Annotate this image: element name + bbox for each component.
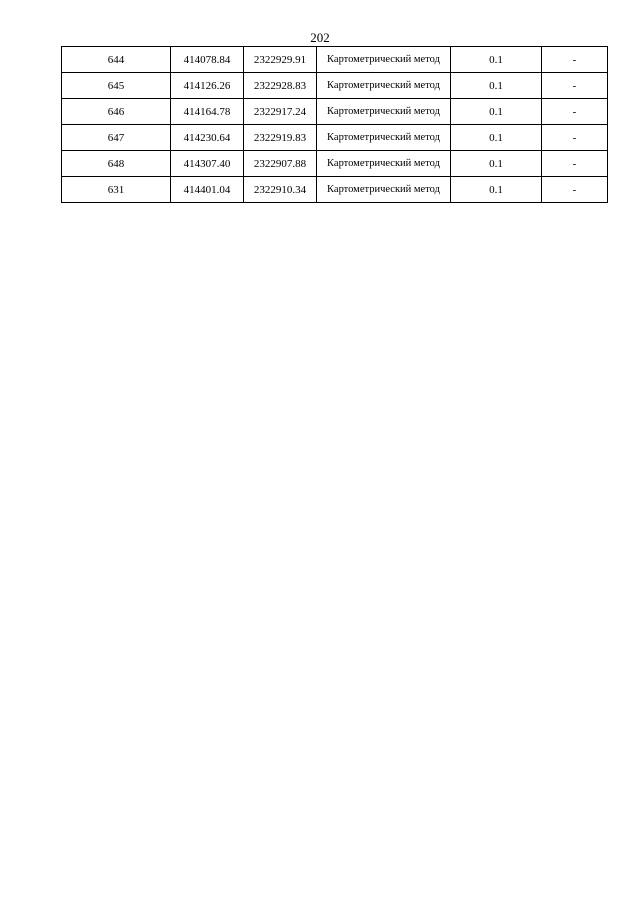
y-coordinate-cell: 2322917.24 [244, 99, 317, 125]
table-row [62, 99, 608, 125]
accuracy-cell: 0.1 [451, 47, 542, 73]
x-coordinate-cell: 414307.40 [171, 151, 244, 177]
page-number: 202 [310, 30, 330, 45]
point-number-cell: 647 [62, 125, 171, 151]
method-cell: Картометрический метод [317, 125, 451, 151]
note-cell: - [542, 73, 608, 99]
point-number-cell: 631 [62, 177, 171, 203]
method-cell: Картометрический метод [317, 99, 451, 125]
coordinates-table [61, 46, 608, 203]
note-cell: - [542, 99, 608, 125]
y-coordinate-cell: 2322928.83 [244, 73, 317, 99]
table-row [62, 125, 608, 151]
accuracy-cell: 0.1 [451, 73, 542, 99]
point-number-cell: 648 [62, 151, 171, 177]
note-cell: - [542, 125, 608, 151]
method-cell: Картометрический метод [317, 73, 451, 99]
accuracy-cell: 0.1 [451, 99, 542, 125]
y-coordinate-cell: 2322929.91 [244, 47, 317, 73]
accuracy-cell: 0.1 [451, 177, 542, 203]
table-row [62, 151, 608, 177]
y-coordinate-cell: 2322907.88 [244, 151, 317, 177]
x-coordinate-cell: 414230.64 [171, 125, 244, 151]
point-number-cell: 646 [62, 99, 171, 125]
x-coordinate-cell: 414401.04 [171, 177, 244, 203]
x-coordinate-cell: 414126.26 [171, 73, 244, 99]
accuracy-cell: 0.1 [451, 125, 542, 151]
point-number-cell: 645 [62, 73, 171, 99]
method-cell: Картометрический метод [317, 151, 451, 177]
note-cell: - [542, 47, 608, 73]
y-coordinate-cell: 2322919.83 [244, 125, 317, 151]
method-cell: Картометрический метод [317, 177, 451, 203]
x-coordinate-cell: 414078.84 [171, 47, 244, 73]
accuracy-cell: 0.1 [451, 151, 542, 177]
point-number-cell: 644 [62, 47, 171, 73]
y-coordinate-cell: 2322910.34 [244, 177, 317, 203]
x-coordinate-cell: 414164.78 [171, 99, 244, 125]
table-row [62, 47, 608, 73]
method-cell: Картометрический метод [317, 47, 451, 73]
note-cell: - [542, 177, 608, 203]
table-row [62, 177, 608, 203]
note-cell: - [542, 151, 608, 177]
table-row [62, 73, 608, 99]
